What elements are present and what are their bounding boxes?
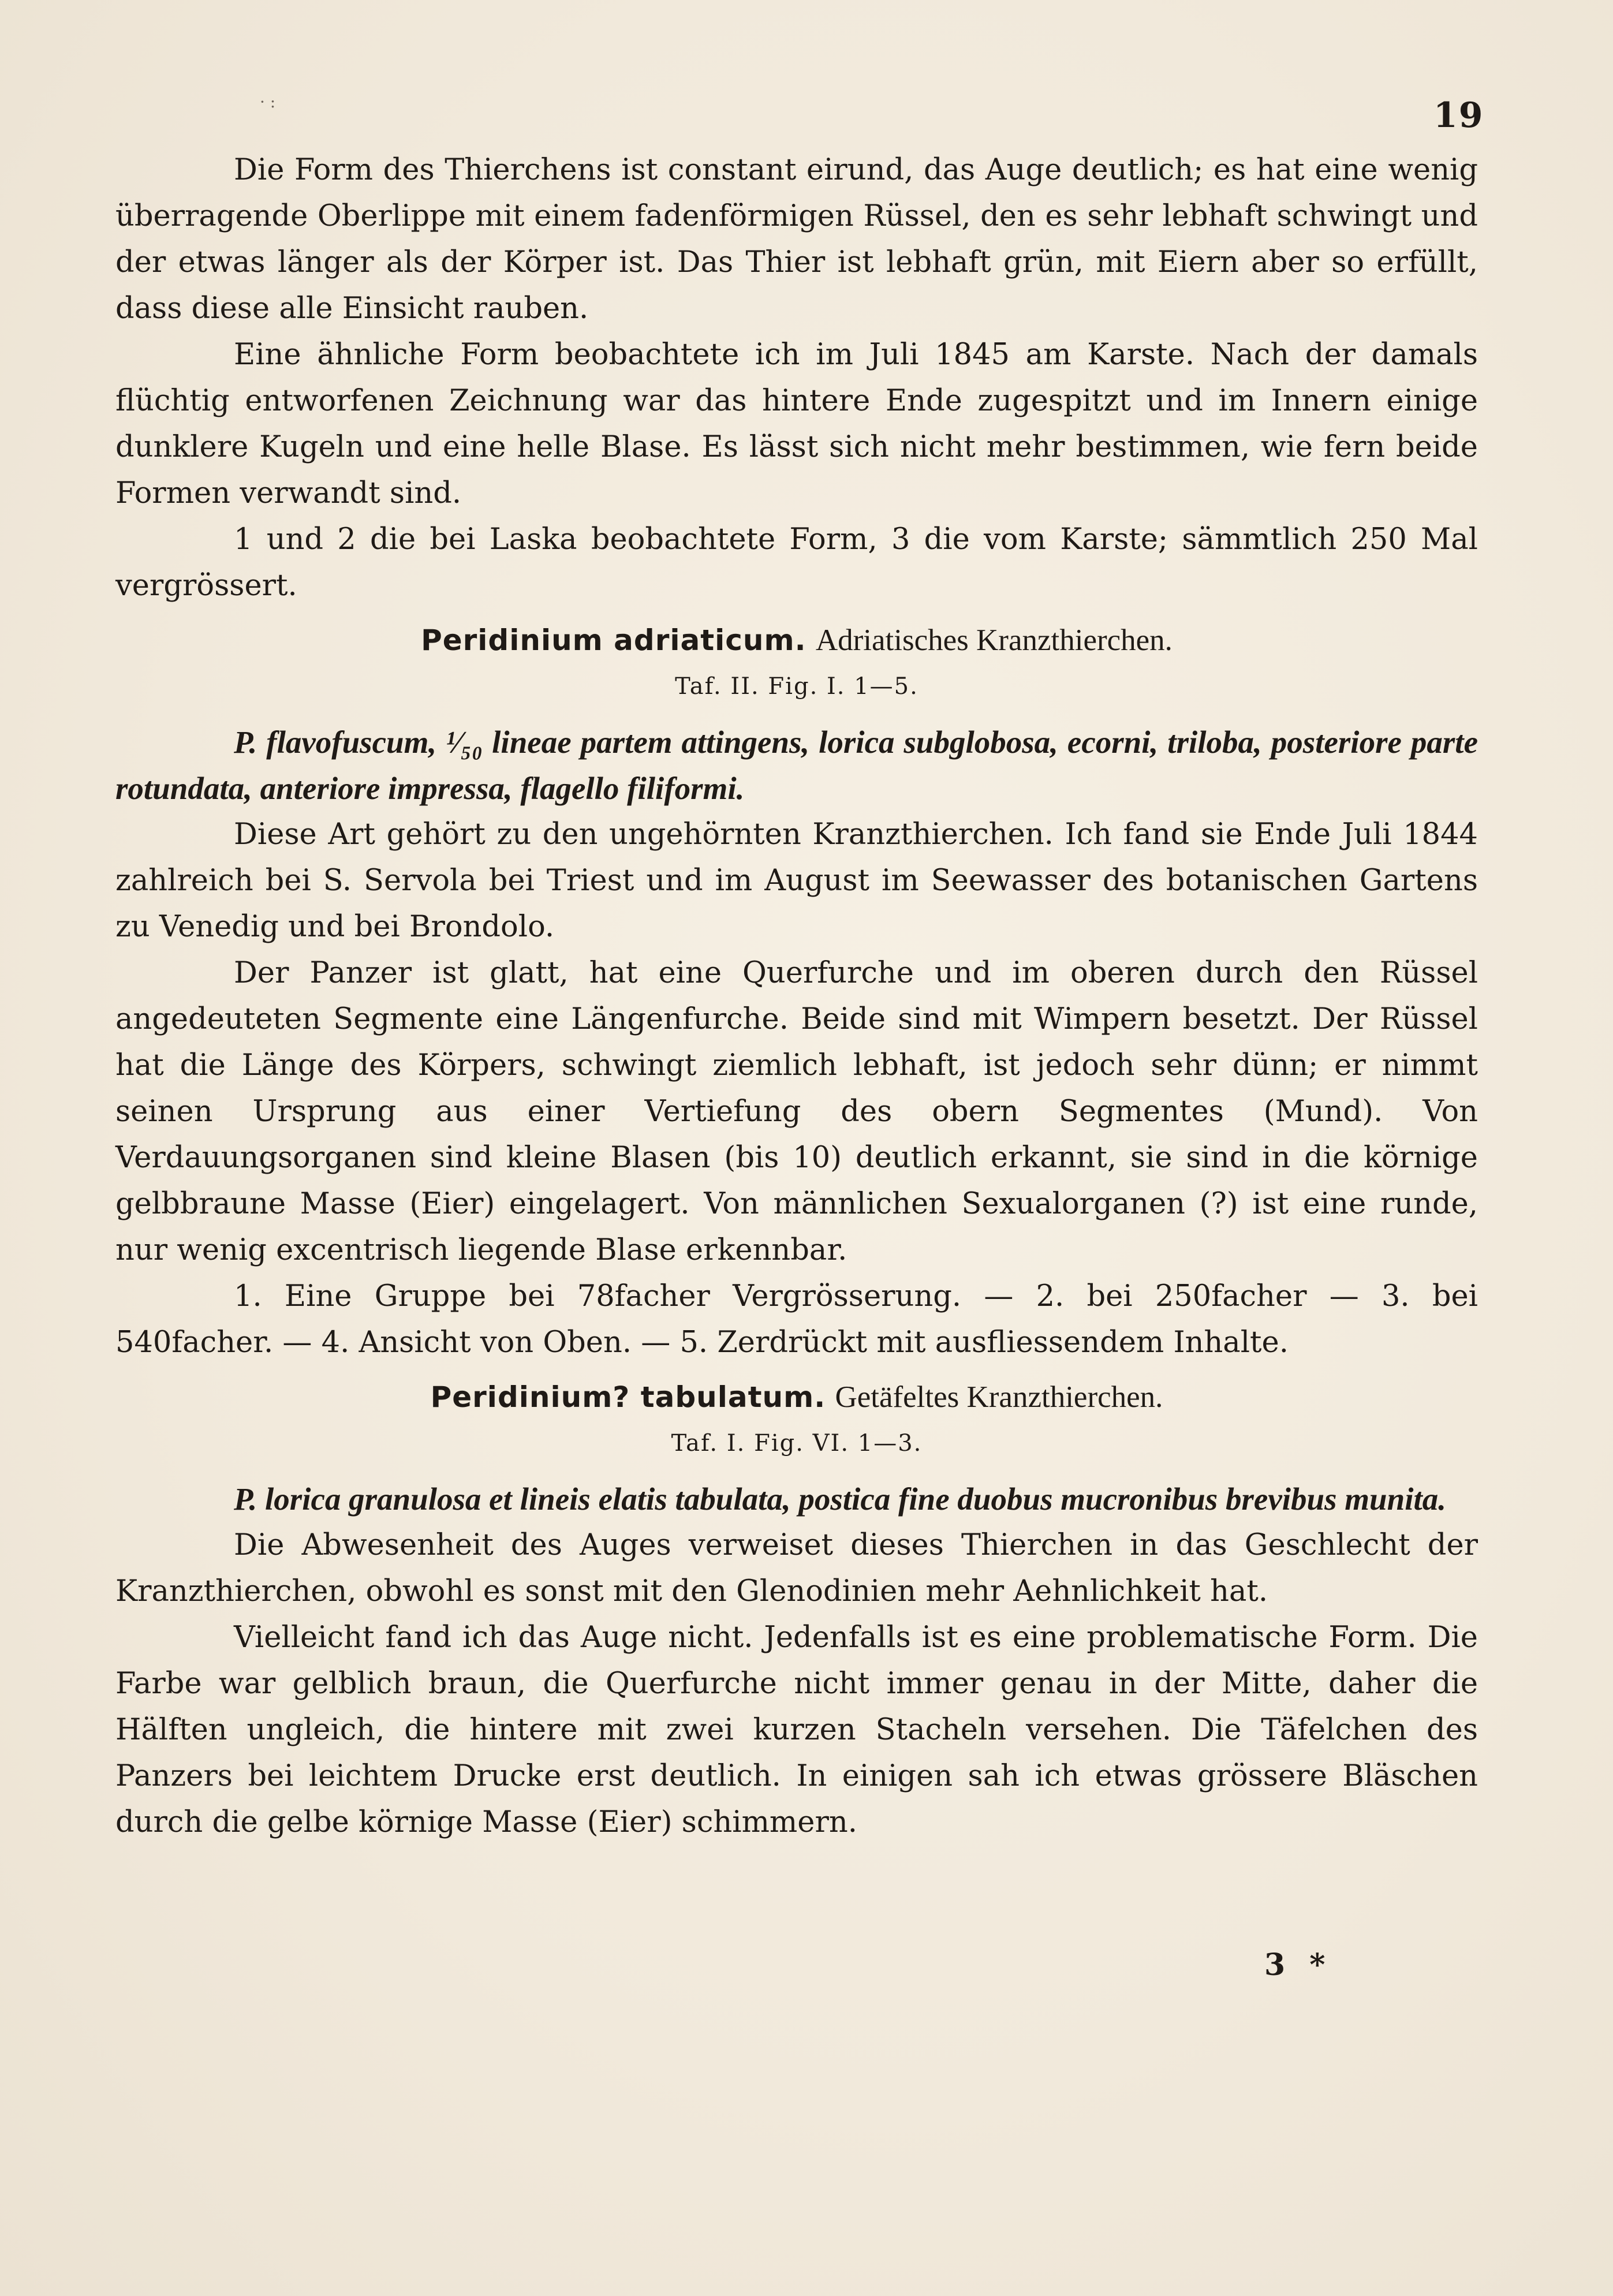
species-heading-adriaticum	[115, 617, 1478, 664]
page-body	[115, 147, 1478, 1846]
intro-figure-caption: 1 und 2 die bei Laska beobachtete Form, 3 die vom Karste; sämmtlich 250 Mal vergrössert.	[115, 522, 1478, 603]
common-name: Adriatisches Kranzthierchen.	[815, 624, 1173, 657]
species-name: Peridinium adriaticum.	[421, 624, 806, 657]
section1-paragraph-1: Diese Art gehört zu den ungehörnten Kranzthierchen. Ich fand sie Ende Juli 1844 zahlreich bei S. Servola bei Triest und im August im Seewasser des botanischen Gartens zu Venedig und bei Brondolo.	[115, 817, 1478, 944]
page-number: 19	[1433, 95, 1484, 136]
section2-paragraph-2: Vielleicht fand ich das Auge nicht. Jedenfalls ist es eine problematische Form. Die Farbe war gelblich braun, die Querfurche nicht immer genau in der Mitte, daher die Hälften ungleich, die hintere mit zwei kurzen Stacheln versehen. Die Täfelchen des Panzers bei leichtem Drucke erst deutlich. In einigen sah ich etwas grössere Bläschen durch die gelbe körnige Masse (Eier) schimmern.	[115, 1621, 1478, 1839]
section2-paragraph-1: Die Abwesenheit des Auges verweiset dieses Thierchen in das Geschlecht der Kranzthierchen, obwohl es sonst mit den Glenodinien mehr Aehnlichkeit hat.	[115, 1528, 1478, 1608]
species-heading-tabulatum	[115, 1374, 1478, 1421]
common-name: Getäfeltes Kranzthierchen.	[835, 1380, 1163, 1414]
section1-paragraph-2: Der Panzer ist glatt, hat eine Querfurche und im oberen durch den Rüssel angedeuteten Segmente eine Längenfurche. Beide sind mit Wimpern besetzt. Der Rüssel hat die Länge des Körpers, schwingt ziemlich lebhaft, ist jedoch sehr dünn; er nimmt seinen Ursprung aus einer Vertiefung des obern Segmentes (Mund). Von Verdauungsorganen sind kleine Blasen (bis 10) deutlich erkannt, sie sind in die körnige gelbbraune Masse (Eier) eingelagert. Von männlichen Sexualorganen (?) ist eine runde, nur wenig excentrisch liegende Blase erkennbar.	[115, 956, 1478, 1267]
intro-paragraph-1: Die Form des Thierchens ist constant eirund, das Auge deutlich; es hat eine wenig überragende Oberlippe mit einem fadenförmigen Rüssel, den es sehr lebhaft schwingt und der etwas länger als der Körper ist. Das Thier ist lebhaft grün, mit Eiern aber so erfüllt, dass diese alle Einsicht rauben.	[115, 153, 1478, 326]
plate-reference: Taf. I. Fig. VI. 1—3.	[671, 1430, 923, 1457]
latin-diagnosis: P. lorica granulosa et lineis elatis tabulata, postica fine duobus mucronibus brevibus munita.	[234, 1481, 1447, 1517]
signature-mark: 3 *	[1264, 1947, 1332, 1983]
intro-paragraph-2: Eine ähnliche Form beobachtete ich im Juli 1845 am Karste. Nach der damals flüchtig entworfenen Zeichnung war das hintere Ende zugespitzt und im Innern einige dunklere Kugeln und eine helle Blase. Es lässt sich nicht mehr bestimmen, wie fern beide Formen verwandt sind.	[115, 338, 1478, 510]
latin-diagnosis: P. flavofuscum, ¹⁄₅₀ lineae partem attingens, lorica subglobosa, ecorni, triloba, posteriore parte rotundata, anteriore impressa, flagello filiformi.	[115, 725, 1478, 806]
stray-ink-mark: · :	[260, 92, 276, 111]
plate-reference: Taf. II. Fig. I. 1—5.	[675, 673, 918, 700]
species-name: Peridinium? tabulatum.	[430, 1380, 826, 1414]
section1-figure-caption: 1. Eine Gruppe bei 78facher Vergrösserung. — 2. bei 250facher — 3. bei 540facher. — 4. Ansicht von Oben. — 5. Zerdrückt mit ausfliessendem Inhalte.	[115, 1279, 1478, 1360]
